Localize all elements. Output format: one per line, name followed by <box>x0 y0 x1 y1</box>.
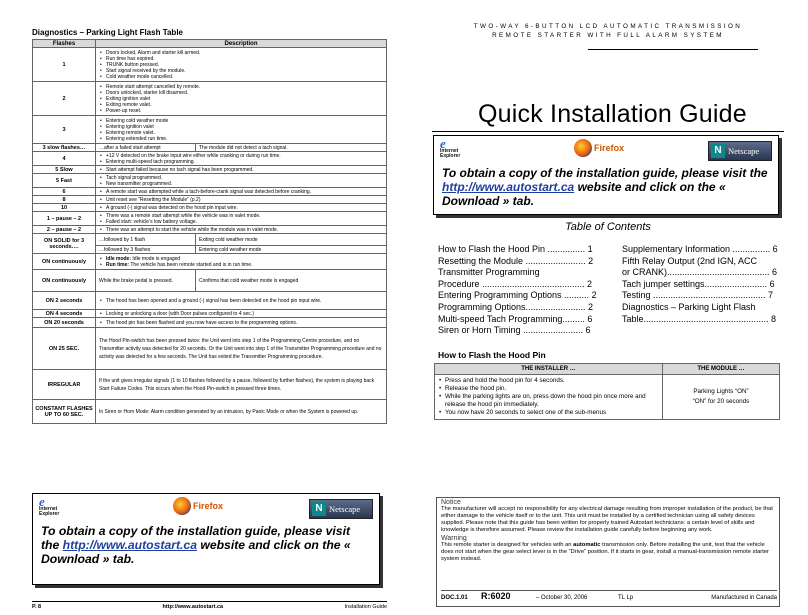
toc-entry-page: 6 <box>769 278 775 289</box>
flash-description: Entering cold weather mode <box>196 246 387 254</box>
flash-count: IRREGULAR <box>33 370 96 400</box>
diag-row <box>33 370 387 400</box>
toc-entry[interactable] <box>438 267 600 279</box>
flash-count: 2 – pause – 2 <box>33 226 96 234</box>
description-item: • Start attempt failed because no tach signal has been programmed. <box>99 167 383 173</box>
flash-description <box>96 310 387 318</box>
installer-header: THE INSTALLER … <box>435 364 663 375</box>
flash-description <box>96 48 387 82</box>
description-item: • There was an attempt to start the vehicle while the module was in valet mode. <box>99 227 383 233</box>
flash-description: The Hood Pin-switch has been pressed twice: the Unit went into step 1 of the Programming Centre procedure, and no Transmitter activity was detected for 20 seconds. Or the Unit went into step 1 of the Transmitter Programming procedure and no activity was detected for a few seconds. The Unit has exited the Transmitter Programming procedure. <box>96 328 387 370</box>
description-list <box>99 256 383 268</box>
diag-row <box>33 204 387 212</box>
product-header-line2: REMOTE STARTER WITH FULL ALARM SYSTEM <box>492 32 724 39</box>
flash-count: 8 <box>33 196 96 204</box>
description-item: • Remote start attempt cancelled by remote. <box>99 84 383 90</box>
toc-entry[interactable] <box>438 325 600 337</box>
flash-condition: …followed by 1 flash <box>96 234 196 246</box>
diag-row <box>33 292 387 310</box>
description-list <box>99 320 383 326</box>
ie-e-icon: e <box>440 136 446 151</box>
toc-entry[interactable] <box>438 290 600 302</box>
company-name: TL Lp <box>618 595 634 601</box>
description-item: • Entering multi-speed tach programming. <box>99 159 383 165</box>
toc-entry-title: Resetting the Module ........................ <box>438 255 589 266</box>
flash-description: Exiting cold weather mode <box>196 234 387 246</box>
warning-text-c: transmission only. Before installing the unit, test that the vehicle does not start when the gear select lever is in the “Drive” position. If it starts in gear, install a manual-transmission remote starter system instead. <box>441 542 769 562</box>
toc-entry[interactable] <box>438 314 600 326</box>
description-list <box>99 189 383 195</box>
description-item: • Unit reset see “Resetting the Module” (p.2) <box>99 197 383 203</box>
notice-box <box>436 497 780 607</box>
diag-row <box>33 174 387 188</box>
diag-row <box>33 212 387 226</box>
description-item: • Run time has expired. <box>99 56 383 62</box>
toc-entry-page: 6 <box>585 325 591 336</box>
diagnostics-table-title: Diagnostics – Parking Light Flash Table <box>32 28 183 37</box>
page-number: P. 8 <box>32 604 42 610</box>
toc-title: Table of Contents <box>565 221 651 233</box>
toc-entry[interactable] <box>622 279 782 291</box>
netscape-icon: N <box>312 502 326 516</box>
hood-pin-table <box>434 363 780 420</box>
diagnostics-table <box>32 39 387 424</box>
description-item: • +12 V detected on the brake input wire either while cranking or during run time. <box>99 153 383 159</box>
description-list <box>99 175 383 187</box>
flash-condition: …followed by 3 flashes <box>96 246 196 254</box>
diag-row <box>33 196 387 204</box>
toc-entry-page: 6 <box>772 244 778 254</box>
description-list <box>99 213 383 225</box>
description-item: • Entering ignition valet <box>99 124 383 130</box>
flash-count: ON 4 seconds <box>33 310 96 318</box>
toc-entry-page: 2 <box>587 278 593 289</box>
toc-entry[interactable] <box>438 244 600 256</box>
description-item: • Exiting remote valet. <box>99 102 383 108</box>
description-item: • TRUNK button pressed. <box>99 62 383 68</box>
flash-description <box>96 254 387 270</box>
installer-step: • Release the hood pin. <box>438 385 659 393</box>
autostart-link[interactable]: http://www.autostart.ca <box>62 538 197 552</box>
warning-text-a: This remote starter is designed for vehicles with an <box>441 542 574 548</box>
flash-count: 10 <box>33 204 96 212</box>
flash-count: ON 2 seconds <box>33 292 96 310</box>
toc-entry-page: 2 <box>588 301 594 312</box>
flash-count: 1 <box>33 48 96 82</box>
diag-row <box>33 400 387 424</box>
promo-text-pre: To obtain a copy of the installation guide, please visit the <box>442 166 768 180</box>
toc-entry-title: Programming Options........................ <box>438 301 589 312</box>
description-list <box>99 311 383 317</box>
flash-count: 5 Slow <box>33 166 96 174</box>
download-promo-box <box>32 493 380 585</box>
flash-count: 5 Fast <box>33 174 96 188</box>
doc-date: – October 30, 2006 <box>536 595 588 601</box>
description-item: • Tach signal programmed. <box>99 175 383 181</box>
netscape-logo <box>708 141 772 161</box>
diag-row <box>33 310 387 318</box>
flash-condition: While the brake pedal is pressed. <box>96 270 196 292</box>
promo-text-pre: To obtain a copy of the installation guide, please visit the <box>41 524 351 552</box>
toc-entry[interactable] <box>438 256 600 268</box>
flash-count: CONSTANT FLASHES UP TO 60 SEC. <box>33 400 96 424</box>
browser-logos-right <box>434 136 778 166</box>
internet-explorer-logo <box>440 136 476 165</box>
netscape-label: Netscape <box>329 504 361 514</box>
flash-count: 3 slow flashes… <box>33 144 96 152</box>
browser-logos <box>33 494 379 524</box>
toc-entry[interactable] <box>438 302 600 314</box>
module-response <box>663 375 780 420</box>
description-item: • Start signal received by the module. <box>99 68 383 74</box>
description-list <box>99 167 383 173</box>
flash-description <box>96 318 387 328</box>
netscape-label: Netscape <box>728 146 760 156</box>
header-rule <box>588 49 758 50</box>
toc-entry-title: Procedure ......................................... <box>438 278 588 289</box>
firefox-logo <box>173 497 223 515</box>
description-item: • Run time: The vehicle has been remote started and is in run time. <box>99 262 383 268</box>
description-item: • A remote start was attempted while a tach-before-crank signal was detected before cranking. <box>99 189 383 195</box>
promo-text <box>33 524 379 566</box>
promo-text-post: website and click on the « Download » tab. <box>41 538 351 566</box>
description-item: • Cold weather mode cancelled. <box>99 74 383 80</box>
footer-guide-label: Installation Guide <box>344 604 387 610</box>
description-list <box>99 227 383 233</box>
autostart-link[interactable]: http://www.autostart.ca <box>442 180 575 194</box>
flash-count: 4 <box>33 152 96 166</box>
toc-entry-title: Entering Programming Options .......... <box>438 290 592 301</box>
description-item: • Exiting ignition valet <box>99 96 383 102</box>
description-item: • The hood pin has been flashed and you now have access to the programming options. <box>99 320 383 326</box>
document-info-row <box>441 590 777 602</box>
ie-logo-text-1: Internet <box>440 148 459 154</box>
toc-entry-page: 2 <box>588 255 594 266</box>
flash-count: ON 20 seconds <box>33 318 96 328</box>
toc-entry-page: 7 <box>768 290 774 301</box>
flash-description <box>96 82 387 116</box>
diag-row <box>33 166 387 174</box>
description-item: • Locking or unlocking a door (with Door pulses configured to 4 sec.) <box>99 311 383 317</box>
diag-row <box>33 152 387 166</box>
description-list <box>99 118 383 142</box>
netscape-logo <box>309 499 373 519</box>
toc-entry-title: Testing ............................................. <box>622 290 769 301</box>
flash-description <box>96 152 387 166</box>
promo-text-post: website and click on the « Download » tab. <box>442 180 726 208</box>
diag-row <box>33 144 387 152</box>
installer-step: • While the parking lights are on, press down the hood pin once more and release the hood pin immediately. <box>438 393 659 409</box>
notice-heading: Notice <box>441 499 461 506</box>
description-item: • Idle mode: Idle mode is engaged <box>99 256 383 262</box>
installer-step: • Press and hold the hood pin for 4 seconds. <box>438 377 659 385</box>
toc-entry[interactable] <box>622 267 782 279</box>
description-item: • Entering cold weather mode <box>99 118 383 124</box>
left-page <box>32 28 387 610</box>
flash-description: The module did not detect a tach signal. <box>196 144 387 152</box>
diag-row <box>33 188 387 196</box>
diag-row <box>33 270 387 292</box>
firefox-logo <box>574 139 624 157</box>
flash-description: In Siren or Horn Mode: Alarm condition generated by an intrusion, by Panic Mode or when the System is powered up. <box>96 400 387 424</box>
toc-entry-page: 6 <box>587 313 593 324</box>
diag-row <box>33 318 387 328</box>
flash-description <box>96 116 387 144</box>
description-item: • Entering remote valet. <box>99 130 383 136</box>
flash-description <box>96 166 387 174</box>
diag-row <box>33 328 387 370</box>
ie-logo-text-2: Explorer <box>39 511 60 517</box>
firefox-label: Firefox <box>594 143 625 153</box>
promo-text <box>434 166 778 208</box>
flash-description <box>96 292 387 310</box>
notice-text: The manufacturer will accept no responsibility for any electrical damage resulting from improper installation of the product, be that either damage to the vehicle itself or to the unit. This unit must be installed by a certified technician using all safety devices supplied. Please note that this guide has been written for properly trained Autostart technicians: a certain level of skills and knowledge is therefore assumed. Please review the installation guide carefully before beginning any work. <box>441 506 773 533</box>
installer-steps-list <box>435 375 662 419</box>
description-list <box>99 153 383 165</box>
ie-e-icon: e <box>39 494 45 509</box>
hood-pin-title: How to Flash the Hood Pin <box>438 350 546 360</box>
title-rule <box>432 131 784 132</box>
flash-description: Confirms that cold weather mode is engaged <box>196 270 387 292</box>
toc-entry-title: Siren or Horn Timing ........................ <box>438 325 586 336</box>
flash-description <box>96 226 387 234</box>
flash-description <box>96 196 387 204</box>
description-list <box>99 298 383 304</box>
description-item: • Entering extended run time. <box>99 136 383 142</box>
firefox-icon <box>173 497 191 515</box>
description-list <box>99 205 383 211</box>
diag-row <box>33 82 387 116</box>
page-title: Quick Installation Guide <box>478 100 747 128</box>
warning-text-b: automatic <box>573 542 601 548</box>
toc-entry-title: Transmitter Programming <box>438 267 540 278</box>
toc-entry[interactable] <box>622 244 782 256</box>
left-footer <box>32 601 387 610</box>
flash-description <box>96 204 387 212</box>
description-item: • Failed start: vehicle’s low battery voltage. <box>99 219 383 225</box>
toc-entry[interactable] <box>622 256 782 268</box>
toc-entry-page: 8 <box>771 313 777 324</box>
description-header: Description <box>96 40 387 48</box>
flash-count: 1 – pause – 2 <box>33 212 96 226</box>
warning-heading: Warning <box>441 535 467 542</box>
flash-description <box>96 212 387 226</box>
description-item: • Power-up reset. <box>99 108 383 114</box>
module-response-2: “ON” for 20 seconds <box>692 398 750 405</box>
firefox-icon <box>574 139 592 157</box>
toc-entry-title: Diagnostics – Parking Light Flash <box>622 301 756 312</box>
toc-entry-title: or CRANK)......................................... <box>622 267 773 278</box>
netscape-icon: N <box>711 144 725 158</box>
diag-row <box>33 48 387 82</box>
installer-step: • You now have 20 seconds to select one of the sub-menus <box>438 409 659 417</box>
flashes-header: Flashes <box>33 40 96 48</box>
description-item: • New transmitter programmed. <box>99 181 383 187</box>
description-list <box>99 50 383 80</box>
toc-entry-title: Multi-speed Tach Programming......... <box>438 313 588 324</box>
toc-entry[interactable] <box>622 302 782 314</box>
module-response-1: Parking Lights “ON” <box>693 388 749 395</box>
module-header: THE MODULE … <box>663 364 780 375</box>
description-list <box>99 197 383 203</box>
product-header-line1: TWO-WAY 6-BUTTON LCD AUTOMATIC TRANSMISSION <box>473 23 743 30</box>
flash-count: ON continuously <box>33 270 96 292</box>
diag-row <box>33 254 387 270</box>
flash-count: 2 <box>33 82 96 116</box>
flash-count: ON continuously <box>33 254 96 270</box>
toc-left-column <box>438 244 600 337</box>
firefox-label: Firefox <box>193 501 224 511</box>
ie-logo-text-2: Explorer <box>440 153 461 159</box>
description-item: • There was a remote start attempt while the vehicle was in valet mode. <box>99 213 383 219</box>
product-header <box>432 22 784 40</box>
diag-row <box>33 116 387 144</box>
toc-entry[interactable] <box>438 279 600 291</box>
toc-entry-title: Tach jumper settings......................... <box>622 278 770 289</box>
internet-explorer-logo <box>39 494 75 523</box>
description-item: • Doors locked, Alarm and starter kill armed. <box>99 50 383 56</box>
footer-url[interactable]: http://www.autostart.ca <box>162 604 224 610</box>
flash-description <box>96 174 387 188</box>
flash-description <box>96 188 387 196</box>
model-number: R:6020 <box>481 591 511 601</box>
ie-logo-text-1: Internet <box>39 506 58 512</box>
flash-description: If the unit gives irregular signals (1 to 10 flashes followed by a pause, followed by further flashes), the system is playing back Start Failure Codes. This occurs when the Hood Pin-switch is pressed three times. <box>96 370 387 400</box>
description-item: • Doors unlocked, starter kill disarmed. <box>99 90 383 96</box>
flash-count: ON 25 SEC. <box>33 328 96 370</box>
toc-entry[interactable] <box>622 314 782 326</box>
made-in-label: Manufactured in Canada <box>711 595 777 601</box>
toc-entry-page: 6 <box>772 267 778 278</box>
toc-entry-page: 1 <box>587 244 593 254</box>
description-item: • A ground (-) signal was detected on the hood pin input wire. <box>99 205 383 211</box>
toc-entry[interactable] <box>622 290 782 302</box>
description-item: • The hood has been opened and a ground (-) signal has been detected on the hood pin input wire. <box>99 298 383 304</box>
diag-row <box>33 234 387 246</box>
toc-entry-title: Supplementary Information ............... <box>622 244 773 254</box>
toc-entry-title: How to Flash the Hood Pin ............... <box>438 244 588 254</box>
flash-count: 3 <box>33 116 96 144</box>
installer-steps <box>435 375 663 420</box>
description-list <box>99 84 383 114</box>
toc-entry-page: 2 <box>591 290 597 301</box>
toc-right-column <box>622 244 782 325</box>
download-promo-box-right <box>433 135 779 215</box>
diag-row <box>33 226 387 234</box>
right-page <box>432 0 784 615</box>
warning-text <box>441 542 775 563</box>
toc-entry-title: Table.................................................. <box>622 313 772 324</box>
flash-count: ON SOLID for 3 seconds…. <box>33 234 96 254</box>
flash-condition: …after a failed start attempt <box>96 144 196 152</box>
toc-entry-title: Fifth Relay Output (2nd IGN, ACC <box>622 255 758 266</box>
flash-count: 6 <box>33 188 96 196</box>
doc-number: DOC.1.01 <box>441 595 468 601</box>
